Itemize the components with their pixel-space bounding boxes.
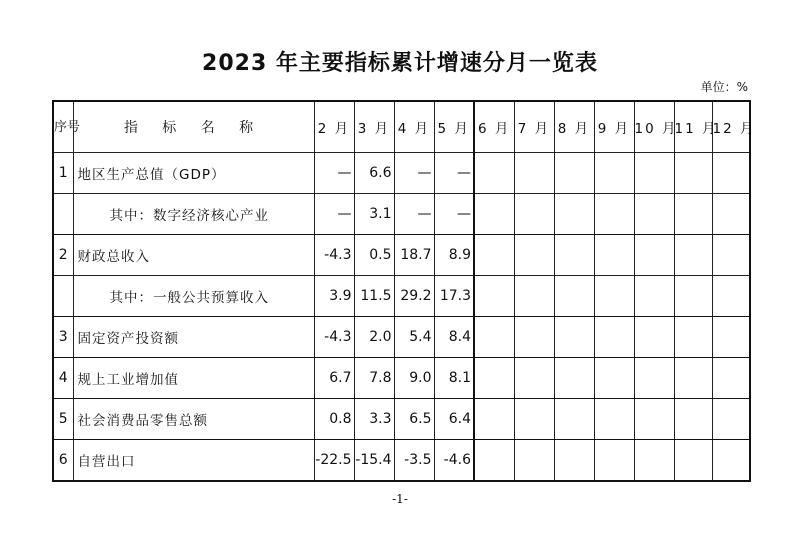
header-month: 3 月 bbox=[354, 101, 394, 153]
row-seq: 5 bbox=[53, 399, 73, 440]
row-value bbox=[514, 276, 554, 317]
row-value bbox=[712, 194, 750, 235]
row-value: 29.2 bbox=[394, 276, 434, 317]
table-row bbox=[53, 399, 750, 440]
row-value: 8.1 bbox=[434, 358, 474, 399]
header-month: 10 月 bbox=[634, 101, 674, 153]
table-row bbox=[53, 276, 750, 317]
row-value: 0.5 bbox=[354, 235, 394, 276]
row-value: — bbox=[314, 153, 354, 194]
row-value bbox=[554, 153, 594, 194]
indicator-table bbox=[52, 100, 756, 482]
row-value: 7.8 bbox=[354, 358, 394, 399]
row-indicator-name: 固定资产投资额 bbox=[73, 317, 314, 358]
row-value: 6.7 bbox=[314, 358, 354, 399]
row-value: 6.4 bbox=[434, 399, 474, 440]
table-header-row bbox=[53, 101, 750, 153]
row-value: — bbox=[314, 194, 354, 235]
unit-label: 单位：% bbox=[700, 80, 748, 94]
row-seq: 4 bbox=[53, 358, 73, 399]
row-value bbox=[594, 399, 634, 440]
row-value bbox=[554, 317, 594, 358]
row-value: 6.5 bbox=[394, 399, 434, 440]
row-value bbox=[634, 399, 674, 440]
row-seq bbox=[53, 276, 73, 317]
row-value bbox=[514, 358, 554, 399]
table-row bbox=[53, 194, 750, 235]
header-month: 12 月 bbox=[712, 101, 750, 153]
row-value bbox=[474, 399, 514, 440]
row-value bbox=[634, 153, 674, 194]
row-value bbox=[674, 235, 712, 276]
table-row bbox=[53, 153, 750, 194]
page-number: -1- bbox=[392, 492, 408, 506]
row-value: -22.5 bbox=[314, 440, 354, 482]
row-value: 8.4 bbox=[434, 317, 474, 358]
row-value: — bbox=[434, 153, 474, 194]
row-value bbox=[514, 235, 554, 276]
row-value bbox=[712, 153, 750, 194]
row-value: -4.3 bbox=[314, 317, 354, 358]
row-value: 5.4 bbox=[394, 317, 434, 358]
row-value: 0.8 bbox=[314, 399, 354, 440]
row-value bbox=[674, 440, 712, 482]
row-value bbox=[514, 153, 554, 194]
row-value bbox=[474, 276, 514, 317]
row-seq: 3 bbox=[53, 317, 73, 358]
row-value bbox=[634, 276, 674, 317]
row-value bbox=[554, 399, 594, 440]
row-value bbox=[594, 235, 634, 276]
row-seq: 6 bbox=[53, 440, 73, 482]
row-indicator-name: 其中：数字经济核心产业 bbox=[73, 194, 314, 235]
row-value bbox=[594, 358, 634, 399]
row-value bbox=[634, 317, 674, 358]
row-value bbox=[634, 235, 674, 276]
row-value bbox=[712, 276, 750, 317]
header-month: 4 月 bbox=[394, 101, 434, 153]
row-value bbox=[674, 358, 712, 399]
row-value bbox=[554, 276, 594, 317]
row-value: 17.3 bbox=[434, 276, 474, 317]
row-indicator-name: 社会消费品零售总额 bbox=[73, 399, 314, 440]
row-indicator-name: 规上工业增加值 bbox=[73, 358, 314, 399]
row-value bbox=[514, 194, 554, 235]
row-indicator-name: 财政总收入 bbox=[73, 235, 314, 276]
row-value: 9.0 bbox=[394, 358, 434, 399]
row-value bbox=[554, 235, 594, 276]
row-indicator-name: 其中：一般公共预算收入 bbox=[73, 276, 314, 317]
row-value bbox=[554, 440, 594, 482]
row-value bbox=[674, 317, 712, 358]
row-value bbox=[712, 358, 750, 399]
row-value bbox=[474, 317, 514, 358]
row-value bbox=[594, 194, 634, 235]
row-value bbox=[634, 440, 674, 482]
row-value bbox=[674, 194, 712, 235]
row-value bbox=[594, 440, 634, 482]
row-value bbox=[514, 399, 554, 440]
header-month: 9 月 bbox=[594, 101, 634, 153]
row-value: 2.0 bbox=[354, 317, 394, 358]
row-value bbox=[514, 440, 554, 482]
table-row bbox=[53, 235, 750, 276]
row-value bbox=[712, 440, 750, 482]
row-indicator-name: 自营出口 bbox=[73, 440, 314, 482]
row-value: 3.1 bbox=[354, 194, 394, 235]
row-value: 11.5 bbox=[354, 276, 394, 317]
header-month: 7 月 bbox=[514, 101, 554, 153]
row-value bbox=[474, 358, 514, 399]
row-value: — bbox=[394, 194, 434, 235]
row-value: 8.9 bbox=[434, 235, 474, 276]
row-value bbox=[474, 194, 514, 235]
row-seq: 1 bbox=[53, 153, 73, 194]
row-value bbox=[674, 399, 712, 440]
row-value bbox=[474, 440, 514, 482]
row-value bbox=[674, 276, 712, 317]
header-month: 2 月 bbox=[314, 101, 354, 153]
row-value: — bbox=[434, 194, 474, 235]
row-value bbox=[474, 153, 514, 194]
page-title: 2023 年主要指标累计增速分月一览表 bbox=[202, 51, 598, 76]
row-value bbox=[594, 317, 634, 358]
row-value bbox=[554, 194, 594, 235]
row-value bbox=[634, 194, 674, 235]
header-month: 8 月 bbox=[554, 101, 594, 153]
row-seq: 2 bbox=[53, 235, 73, 276]
row-value bbox=[554, 358, 594, 399]
table-row bbox=[53, 358, 750, 399]
row-value bbox=[594, 276, 634, 317]
row-value: -15.4 bbox=[354, 440, 394, 482]
table-row bbox=[53, 317, 750, 358]
header-name: 指 标 名 称 bbox=[73, 101, 314, 153]
row-value: 18.7 bbox=[394, 235, 434, 276]
row-value bbox=[634, 358, 674, 399]
row-value bbox=[514, 317, 554, 358]
header-seq: 序号 bbox=[53, 101, 73, 153]
row-value: -3.5 bbox=[394, 440, 434, 482]
row-value bbox=[474, 235, 514, 276]
header-month: 6 月 bbox=[474, 101, 514, 153]
header-month: 5 月 bbox=[434, 101, 474, 153]
row-value bbox=[674, 153, 712, 194]
row-value bbox=[594, 153, 634, 194]
table-row bbox=[53, 440, 750, 482]
row-value: 6.6 bbox=[354, 153, 394, 194]
row-value: 3.3 bbox=[354, 399, 394, 440]
row-value bbox=[712, 235, 750, 276]
header-month: 11 月 bbox=[674, 101, 712, 153]
row-seq bbox=[53, 194, 73, 235]
row-value: — bbox=[394, 153, 434, 194]
row-value bbox=[712, 399, 750, 440]
row-value bbox=[712, 317, 750, 358]
row-indicator-name: 地区生产总值（GDP） bbox=[73, 153, 314, 194]
row-value: -4.3 bbox=[314, 235, 354, 276]
row-value: -4.6 bbox=[434, 440, 474, 482]
row-value: 3.9 bbox=[314, 276, 354, 317]
